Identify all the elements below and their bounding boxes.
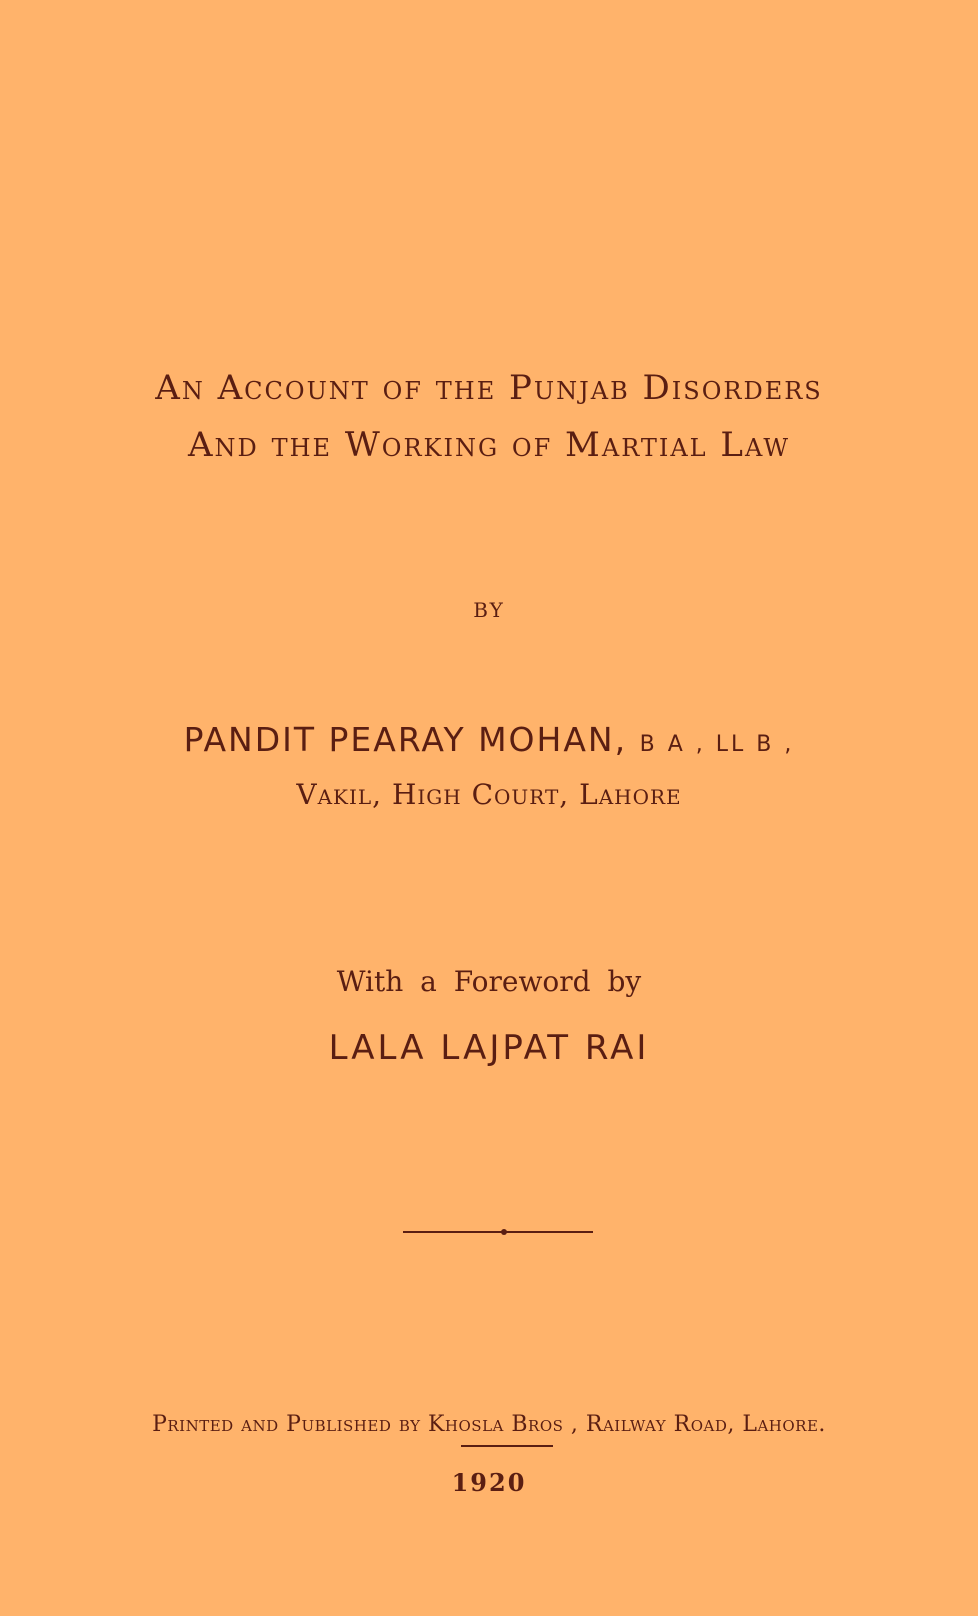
book-title-line-1: An Account of the Punjab Disorders [155, 368, 823, 408]
byline: BY [473, 598, 505, 622]
author-title: Vakil, High Court, Lahore [296, 778, 682, 811]
author-degrees: B A , LL B , [639, 732, 795, 757]
author-line [0, 720, 978, 759]
book-title-line-2: And the Working of Martial Law [187, 425, 791, 465]
foreword-author: LALA LAJPAT RAI [328, 1028, 650, 1068]
publication-year: 1920 [451, 1468, 527, 1497]
ornamental-rule [403, 1231, 593, 1233]
foreword-label: With a Foreword by [336, 965, 642, 998]
author-name: PANDIT PEARAY MOHAN, [183, 720, 628, 759]
imprint-rule [461, 1445, 553, 1447]
ornament-dot [501, 1229, 507, 1235]
publisher-imprint: Printed and Published by Khosla Bros , Railway Road, Lahore. [152, 1412, 826, 1437]
